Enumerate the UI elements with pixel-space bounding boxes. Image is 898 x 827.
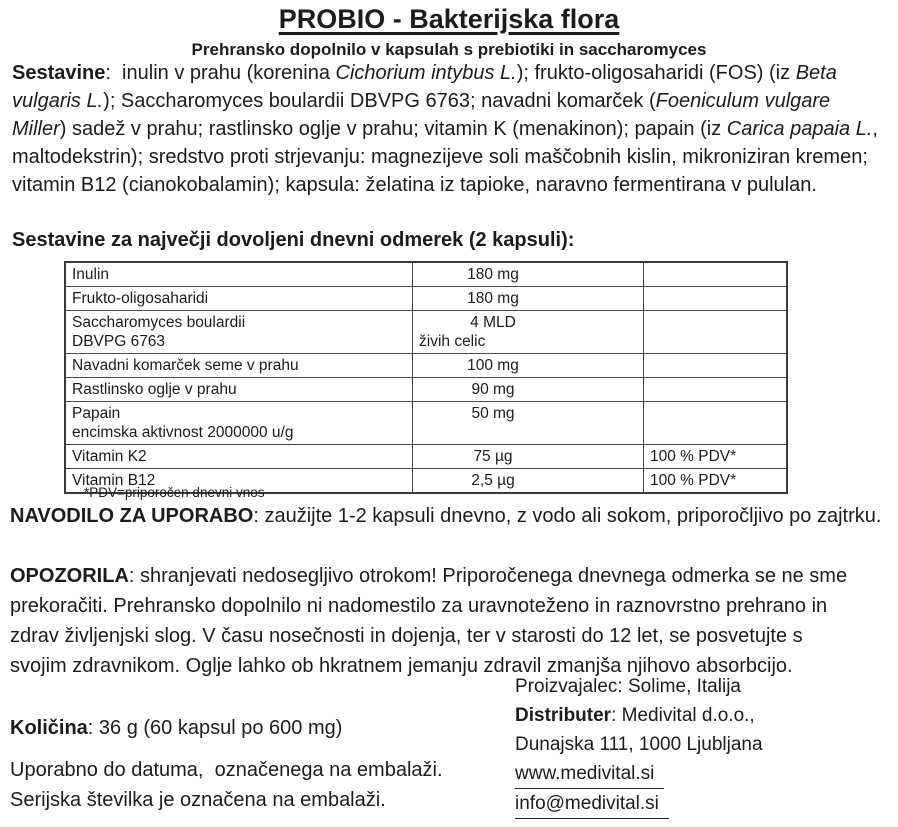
warnings-paragraph — [10, 561, 854, 681]
email-link[interactable]: info@medivital.si — [515, 789, 669, 819]
cell-pdv: 100 % PDV* — [644, 469, 788, 494]
cell-pdv: 100 % PDV* — [644, 445, 788, 469]
cell-amount: 75 µg — [413, 445, 644, 469]
table-row — [65, 378, 787, 402]
warnings-text: : shranjevati nedosegljivo otrokom! Priporočenega dnevnega odmerka se ne sme prekoračiti. Prehransko dopolnilo ni nadomestilo za uravnoteženo in raznovrstno prehrano in zdrav življenjski slog. V času nosečnosti in dojenja, ter v starosti do 12 let, se posvetujte s svojim zdravnikom. Oglje lahko ob hkratnem jemanju zdravil zmanjša njihovo absorbcijo. — [10, 565, 853, 677]
ingredients-text: ); frukto-oligosaharidi (FOS) (iz — [516, 62, 796, 84]
cell-amount: 90 mg — [413, 378, 644, 402]
page-title-text: PROBIO - Bakterijska flora — [278, 4, 620, 34]
warnings-label: OPOZORILA — [10, 565, 129, 587]
page-title — [0, 4, 898, 35]
table-row — [65, 445, 787, 469]
cell-ingredient: Papain encimska aktivnost 2000000 u/g — [65, 402, 413, 445]
company-info-block — [515, 672, 845, 819]
cell-amount: 50 mg — [413, 402, 644, 445]
cell-ingredient: Saccharomyces boulardii DBVPG 6763 — [65, 311, 413, 354]
usage-text: : zaužijte 1-2 kapsuli dnevno, z vodo ali sokom, priporočljivo po zajtrku. — [253, 505, 882, 527]
cell-pdv — [644, 287, 788, 311]
table-row — [65, 287, 787, 311]
latin-name: Cichorium intybus L. — [335, 62, 517, 84]
cell-ingredient: Vitamin K2 — [65, 445, 413, 469]
table-row — [65, 402, 787, 445]
latin-name: Carica papaia L. — [726, 118, 873, 140]
cell-pdv — [644, 262, 788, 287]
cell-ingredient: Navadni komarček seme v prahu — [65, 354, 413, 378]
usage-paragraph — [10, 501, 892, 531]
distributor-label: Distributer — [515, 705, 612, 726]
cell-pdv — [644, 378, 788, 402]
distributor-line — [515, 701, 845, 730]
expiry-line: Uporabno do datuma, označenega na embalaži. — [10, 759, 443, 781]
website-line — [515, 759, 845, 789]
cell-amount: 100 mg — [413, 354, 644, 378]
ingredients-text: : inulin v prahu (korenina — [105, 62, 336, 84]
ingredients-label: Sestavine — [12, 62, 106, 84]
quantity-line — [10, 714, 510, 742]
latin-name: Foeniculum vulgare Miller — [12, 90, 836, 140]
nutrition-table — [64, 261, 788, 494]
ingredients-paragraph — [12, 59, 886, 199]
website-link[interactable]: www.medivital.si — [515, 759, 664, 789]
quantity-label: Količina — [10, 717, 88, 739]
ingredients-text: ); Saccharomyces boulardii DBVPG 6763; navadni komarček ( — [103, 90, 656, 112]
quantity-text: : 36 g (60 kapsul po 600 mg) — [87, 717, 343, 739]
cell-amount: 180 mg — [413, 287, 644, 311]
cell-ingredient: Vitamin B12 — [65, 469, 413, 494]
cell-pdv — [644, 402, 788, 445]
distributor-text: : Medivital d.o.o., — [611, 705, 755, 726]
manufacturer-line: Proizvajalec: Solime, Italija — [515, 676, 741, 697]
page-subtitle: Prehransko dopolnilo v kapsulah s prebiotiki in saccharomyces — [191, 40, 707, 59]
table-row — [65, 262, 787, 287]
ingredients-text: , maltodekstrin); sredstvo proti strjevanju: magnezijeve soli maščobnih kislin, mikroniziran kremen; vitamin B12 (cianokobalamin); kapsula: želatina iz tapioke, naravno fermentirana v pululan. — [12, 118, 884, 196]
serial-line: Serijska številka je označena na embalaži. — [10, 789, 386, 811]
email-line — [515, 789, 845, 819]
usage-label: NAVODILO ZA UPORABO — [10, 505, 254, 527]
ingredients-text: ) sadež v prahu; rastlinsko oglje v prahu; vitamin K (menakinon); papain (iz — [59, 118, 727, 140]
cell-amount: 4 MLD živih celic — [413, 311, 644, 354]
table-row — [65, 311, 787, 354]
cell-ingredient: Inulin — [65, 262, 413, 287]
cell-ingredient: Rastlinsko oglje v prahu — [65, 378, 413, 402]
cell-amount: 180 mg — [413, 262, 644, 287]
cell-pdv — [644, 311, 788, 354]
cell-ingredient: Frukto-oligosaharidi — [65, 287, 413, 311]
table-row — [65, 354, 787, 378]
dosage-heading: Sestavine za največji dovoljeni dnevni odmerek (2 kapsuli): — [12, 229, 575, 251]
latin-name: Beta vulgaris L. — [12, 62, 843, 112]
pdv-footnote: *PDV=priporočen dnevni vnos — [84, 485, 265, 500]
cell-amount: 2,5 µg — [413, 469, 644, 494]
distributor-address: Dunajska 111, 1000 Ljubljana — [515, 734, 763, 755]
cell-pdv — [644, 354, 788, 378]
